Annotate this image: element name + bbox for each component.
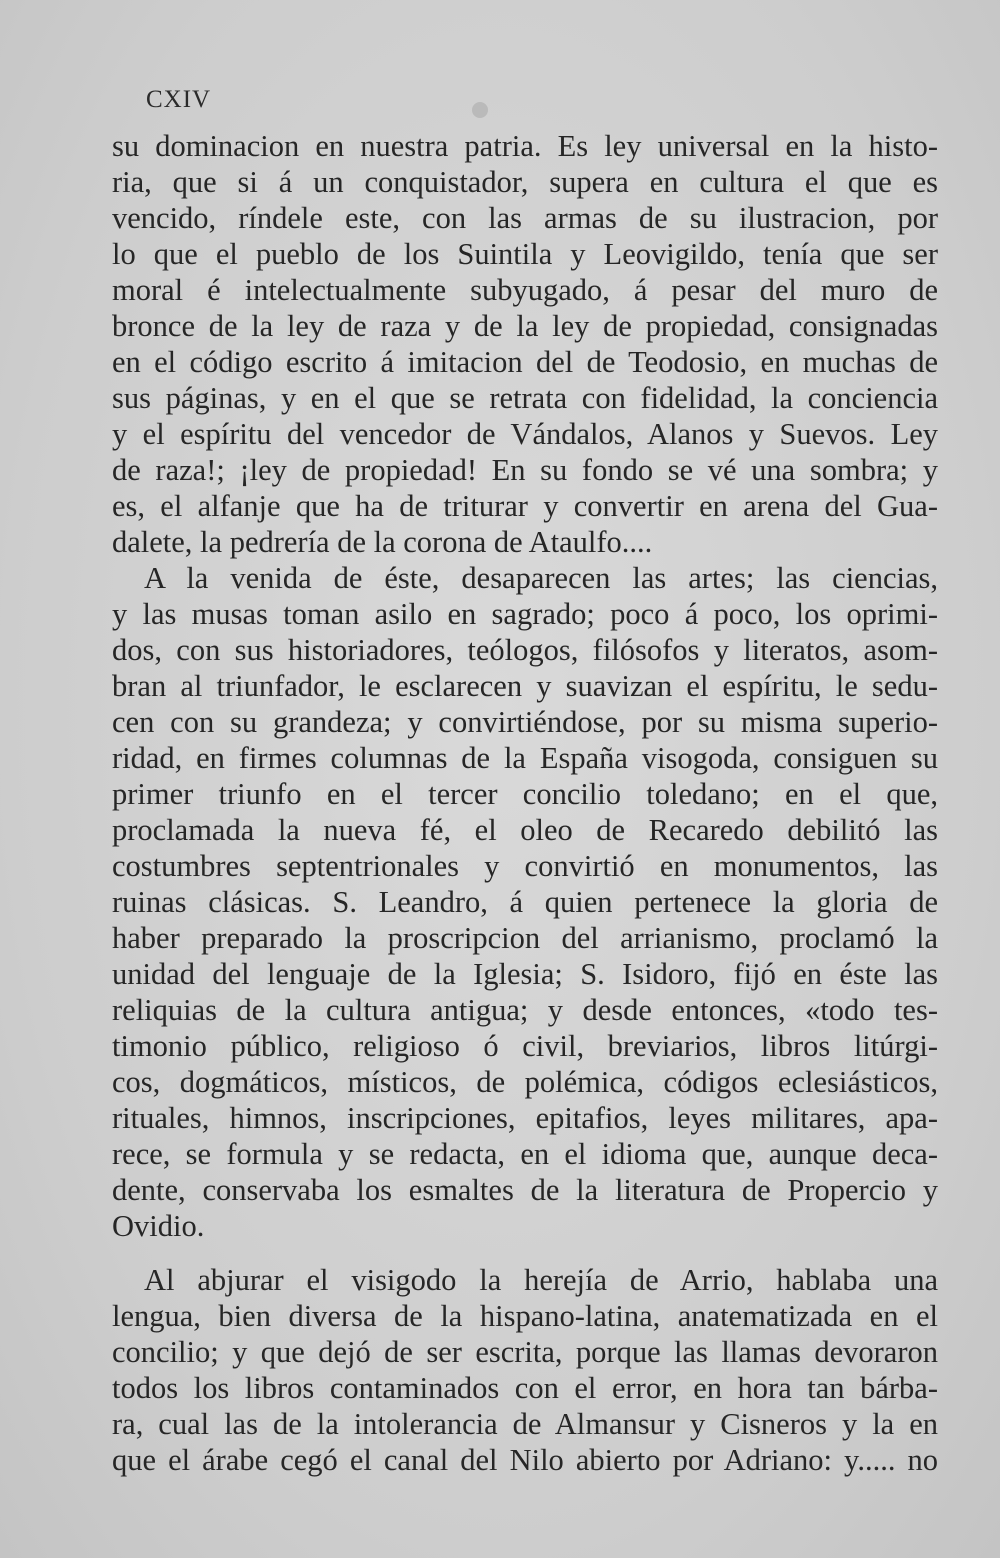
text-line: proclamada la nueva fé, el oleo de Recaredo debilitó las: [112, 813, 938, 847]
text-line: dos, con sus historiadores, teólogos, filósofos y literatos, asom-: [112, 633, 938, 667]
text-line: dente, conservaba los esmaltes de la literatura de Propercio y: [112, 1173, 938, 1207]
text-line: haber preparado la proscripcion del arrianismo, proclamó la: [112, 921, 938, 955]
text-line: cen con su grandeza; y convirtiéndose, por su misma superio-: [112, 705, 938, 739]
text-line: es, el alfanje que ha de triturar y convertir en arena del Gua-: [112, 489, 938, 523]
text-line: primer triunfo en el tercer concilio toledano; en el que,: [112, 777, 938, 811]
text-line: Ovidio.: [112, 1209, 205, 1243]
text-line: moral é intelectualmente subyugado, á pesar del muro de: [112, 273, 938, 307]
text-line: ruinas clásicas. S. Leandro, á quien pertenece la gloria de: [112, 885, 938, 919]
text-line: lengua, bien diversa de la hispano-latina, anatematizada en el: [112, 1299, 938, 1333]
text-line: cos, dogmáticos, místicos, de polémica, códigos eclesiásticos,: [112, 1065, 938, 1099]
text-line: todos los libros contaminados con el error, en hora tan bárba-: [112, 1371, 938, 1405]
ink-smudge: [472, 102, 488, 118]
text-line: concilio; y que dejó de ser escrita, porque las llamas devoraron: [112, 1335, 938, 1369]
text-line: lo que el pueblo de los Suintila y Leovigildo, tenía que ser: [112, 237, 938, 271]
text-line: ra, cual las de la intolerancia de Almansur y Cisneros y la en: [112, 1407, 938, 1441]
text-line: y las musas toman asilo en sagrado; poco á poco, los oprimi-: [112, 597, 938, 631]
text-line: sus páginas, y en el que se retrata con fidelidad, la conciencia: [112, 381, 938, 415]
text-line: de raza!; ¡ley de propiedad! En su fondo se vé una sombra; y: [112, 453, 938, 487]
body-text: [112, 128, 938, 1478]
text-line: ria, que si á un conquistador, supera en cultura el que es: [112, 165, 938, 199]
text-line: A la venida de éste, desaparecen las artes; las ciencias,: [144, 561, 938, 595]
paragraph: [112, 128, 938, 560]
paragraph: [112, 560, 938, 1244]
text-line: ridad, en firmes columnas de la España visogoda, consiguen su: [112, 741, 938, 775]
text-line: costumbres septentrionales y convirtió en monumentos, las: [112, 849, 938, 883]
text-line: rece, se formula y se redacta, en el idioma que, aunque deca-: [112, 1137, 938, 1171]
text-line: su dominacion en nuestra patria. Es ley universal en la histo-: [112, 129, 938, 163]
text-line: que el árabe cegó el canal del Nilo abierto por Adriano: y..... no: [112, 1443, 938, 1477]
text-line: dalete, la pedrería de la corona de Ataulfo....: [112, 525, 653, 559]
text-line: bran al triunfador, le esclarecen y suavizan el espíritu, le sedu-: [112, 669, 938, 703]
text-line: vencido, ríndele este, con las armas de su ilustracion, por: [112, 201, 938, 235]
text-line: rituales, himnos, inscripciones, epitafios, leyes militares, apa-: [112, 1101, 938, 1135]
paragraph: [112, 1262, 938, 1478]
text-line: bronce de la ley de raza y de la ley de propiedad, consignadas: [112, 309, 938, 343]
text-line: Al abjurar el visigodo la herejía de Arrio, hablaba una: [144, 1263, 938, 1297]
page-number: CXIV: [146, 86, 212, 113]
text-line: en el código escrito á imitacion del de Teodosio, en muchas de: [112, 345, 938, 379]
text-line: y el espíritu del vencedor de Vándalos, Alanos y Suevos. Ley: [112, 417, 938, 451]
text-line: timonio público, religioso ó civil, breviarios, libros litúrgi-: [112, 1029, 938, 1063]
text-line: unidad del lenguaje de la Iglesia; S. Isidoro, fijó en éste las: [112, 957, 938, 991]
text-line: reliquias de la cultura antigua; y desde entonces, «todo tes-: [112, 993, 938, 1027]
paragraph-spacer: [112, 1244, 938, 1262]
